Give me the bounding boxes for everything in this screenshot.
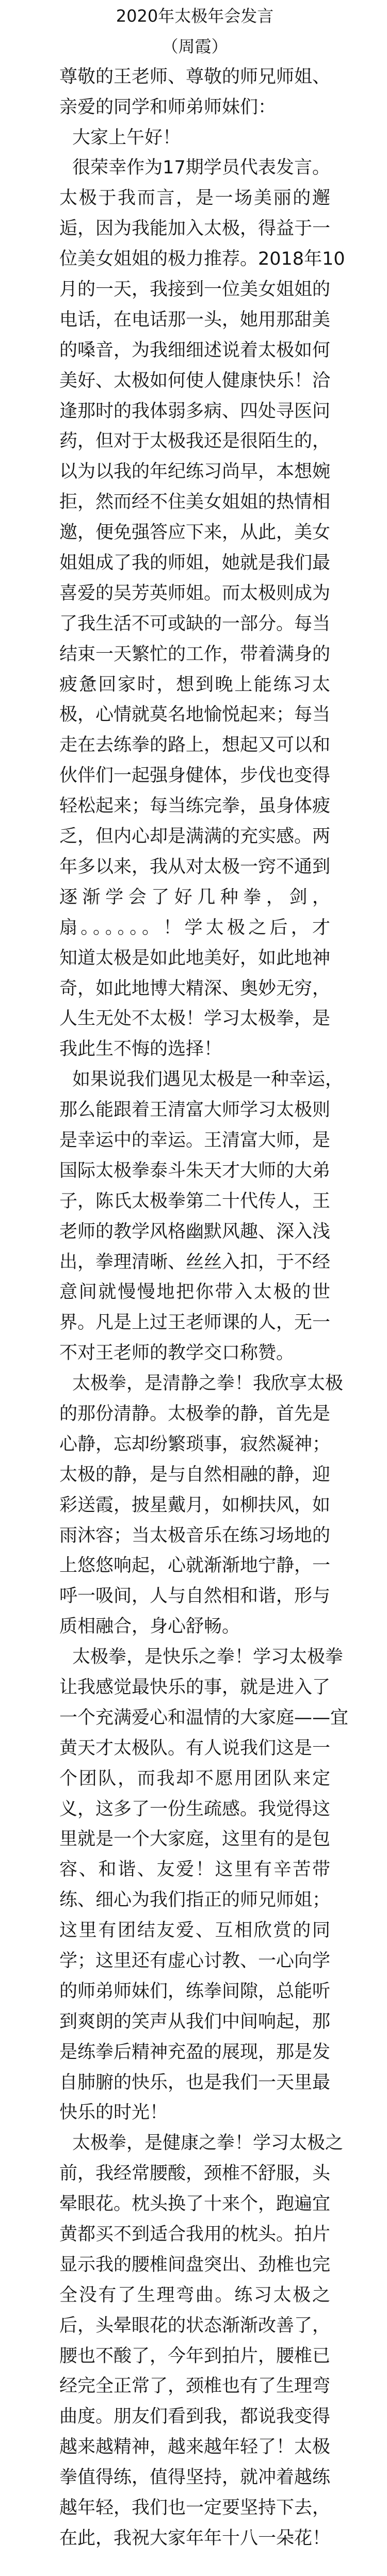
text-line: 晕眼花。枕头换了十来个，跑遍宜 xyxy=(59,2194,331,2215)
text-line: 容、和谐、友爱！这里有辛苦带 xyxy=(59,1859,330,1880)
text-line: 逐渐学会了好几种拳，剑， xyxy=(59,887,330,908)
text-line: 的那份清静。太极拳的静，首先是 xyxy=(59,1403,331,1424)
speech-body xyxy=(59,62,349,2554)
paragraph xyxy=(59,1642,349,2128)
text-line: 黄都买不到适合我用的枕头。拍片 xyxy=(59,2224,331,2245)
text-line: 疲惫回家时，想到晚上能练习太 xyxy=(59,674,330,695)
text-line: 界。凡是上过王老师课的人，无一 xyxy=(59,1312,331,1333)
text-line: 里就是一个大家庭，这里有的是包 xyxy=(59,1829,331,1850)
text-line: 轻松起来；每当练完拳，虽身体疲 xyxy=(59,796,331,817)
text-line: 人生无处不太极！学习太极拳，是 xyxy=(59,1008,331,1029)
text-line: 后，头晕眼花的状态渐渐改善了， xyxy=(59,2315,331,2336)
text-line: 伙伴们一起强身健体，步伐也变得 xyxy=(59,765,331,786)
paragraph xyxy=(59,1369,344,1642)
text-line: 太极于我而言，是一场美丽的邂 xyxy=(59,188,330,209)
text-line: 我此生不悔的选择！ xyxy=(59,1039,222,1060)
text-line: 让我感觉最快乐的事，就是进入了 xyxy=(59,1677,331,1698)
text-line: 药，但对于太极我还是很陌生的， xyxy=(59,431,331,452)
text-line: 邀，便免强答应下来，从此，美女 xyxy=(59,522,331,543)
text-line: 国际太极拳泰斗朱天才大师的大弟 xyxy=(59,1160,331,1181)
text-line: 大家上午好！ xyxy=(72,127,181,148)
text-line: 曲度。朋友们看到我，都说我变得 xyxy=(59,2406,331,2427)
text-line: 是练拳后精神充盈的展现，那是发 xyxy=(59,2041,331,2063)
text-line: 到爽朗的笑声从我们中间响起，那 xyxy=(59,2011,331,2032)
text-line: 雨沐容；当太极音乐在练习场地的 xyxy=(59,1525,331,1546)
author-name: （周霞） xyxy=(162,36,228,56)
text-line: 尊敬的王老师、尊敬的师兄师姐、 xyxy=(59,66,331,87)
text-line: 奇，如此地博大精深、奥妙无穷， xyxy=(59,978,331,999)
text-line: 极，心情就莫名地愉悦起来；每当 xyxy=(59,704,331,726)
text-line: 不对王老师的教学交口称赞。 xyxy=(59,1343,295,1364)
text-line: 这里有团结友爱、互相欣赏的同 xyxy=(59,1920,330,1941)
text-line: 的嗓音，为我细细述说着太极如何 xyxy=(59,340,331,361)
text-line: 全没有了生理弯曲。练习太极之 xyxy=(59,2284,330,2306)
paragraph xyxy=(59,2128,344,2553)
text-line: 姐姐成了我的师姐，她就是我们最 xyxy=(59,553,331,574)
text-line: 越来越精神，越来越年轻了！太极 xyxy=(59,2437,331,2458)
text-line: 拳值得练，值得坚持，就冲着越练 xyxy=(59,2467,331,2488)
text-line: 黄天才太极队。有人说我们这是一 xyxy=(59,1737,331,1759)
text-line: 学；这里还有虚心讨教、一心向学 xyxy=(59,1951,331,1971)
text-line: 义，这多了一份生疏感。我觉得这 xyxy=(59,1798,331,1820)
text-line: 扇。。。。。。！学太极之后，才 xyxy=(59,917,330,938)
text-line: 太极拳，是健康之拳！学习太极之 xyxy=(72,2133,344,2154)
text-line: 太极拳，是快乐之拳！学习太极拳 xyxy=(72,1647,344,1668)
text-line: 太极拳，是清静之拳！我欣享太极 xyxy=(72,1373,344,1394)
text-line: 知道太极是如此地美好，如此地神 xyxy=(59,947,331,969)
document-title: 2020年太极年会发言 xyxy=(116,6,274,26)
text-line: 喜爱的吴芳英师姐。而太极则成为 xyxy=(59,583,331,604)
text-line: 经完全正常了，颈椎也有了生理弯 xyxy=(59,2376,331,2397)
text-line: 一个充满爱心和温情的大家庭——宜 xyxy=(59,1707,349,1728)
text-line: 亲爱的同学和师弟师妹们： xyxy=(59,96,277,118)
text-line: 自肺腑的快乐，也是我们一天里最 xyxy=(59,2072,331,2093)
text-line: 乏，但内心却是满满的充实感。两 xyxy=(59,826,331,847)
text-line: 年多以来，我从对太极一窍不通到 xyxy=(59,856,331,877)
text-line: 很荣幸作为17期学员代表发言。 xyxy=(72,157,330,179)
paragraph xyxy=(59,153,345,1065)
text-line: 练、细心为我们指正的师兄师姐； xyxy=(59,1890,331,1911)
text-line: 显示我的腰椎间盘突出、劲椎也完 xyxy=(59,2254,331,2275)
text-line: 拒，然而经不住美女姐姐的热情相 xyxy=(59,492,331,513)
text-line: 了我生活不可或缺的一部分。每当 xyxy=(59,613,331,634)
text-line: 的师弟师妹们，练拳间隙，总能听 xyxy=(59,1981,331,2002)
paragraph xyxy=(59,62,330,123)
text-line: 上悠悠响起，心就渐渐地宁静，一 xyxy=(59,1555,331,1576)
text-line: 月的一天，我接到一位美女姐姐的 xyxy=(59,279,331,300)
text-line: 质相融合，身心舒畅。 xyxy=(59,1616,240,1637)
paragraph xyxy=(59,123,330,153)
text-line: 越年轻，我们也一定要坚持下去， xyxy=(59,2498,331,2519)
text-line: 出，拳理清晰、丝丝入扣，于不经 xyxy=(59,1251,331,1273)
text-line: 在此，我祝大家年年十八一朵花！ xyxy=(59,2527,331,2549)
text-line: 电话，在电话那一头，她用那甜美 xyxy=(59,309,331,330)
text-line: 前，我经常腰酸，颈椎不舒服，头 xyxy=(59,2163,331,2184)
text-line: 个团队，而我却不愿用团队来定 xyxy=(59,1768,330,1789)
text-line: 以为以我的年纪练习尚早，本想婉 xyxy=(59,461,331,482)
text-line: 子，陈氏太极拳第二十代传人，王 xyxy=(59,1190,331,1212)
text-line: 逅，因为我能加入太极，得益于一 xyxy=(59,218,331,239)
speech-document xyxy=(59,1,349,2554)
text-line: 结束一天繁忙的工作，带着满身的 xyxy=(59,643,331,665)
text-line: 意间就慢慢地把你带入太极的世 xyxy=(59,1282,330,1303)
text-line: 心静，忘却纷繁琐事，寂然凝神； xyxy=(59,1434,331,1455)
text-line: 走在去练拳的路上，想起又可以和 xyxy=(59,735,331,756)
text-line: 是幸运中的幸运。王清富大师，是 xyxy=(59,1130,331,1151)
text-line: 快乐的时光！ xyxy=(59,2102,168,2123)
text-line: 腰也不酸了，今年到拍片，腰椎已 xyxy=(59,2345,331,2366)
text-line: 老师的教学风格幽默风趣、深入浅 xyxy=(59,1221,331,1242)
text-line: 那么能跟着王清富大师学习太极则 xyxy=(59,1100,331,1121)
text-line: 美好、太极如何使人健康快乐！洽 xyxy=(59,370,331,391)
text-line: 呼一吸间，人与自然相和谐，形与 xyxy=(59,1586,331,1607)
text-line: 位美女姐姐的极力推荐。2018年10 xyxy=(59,249,345,270)
text-line: 如果说我们遇见太极是一种幸运， xyxy=(72,1069,344,1090)
text-line: 逢那时的我体弱多病、四处寻医问 xyxy=(59,400,331,422)
text-line: 彩送霞，披星戴月，如柳扶风，如 xyxy=(59,1494,331,1516)
text-line: 太极的静，是与自然相融的静，迎 xyxy=(59,1464,331,1485)
paragraph xyxy=(59,1065,344,1369)
